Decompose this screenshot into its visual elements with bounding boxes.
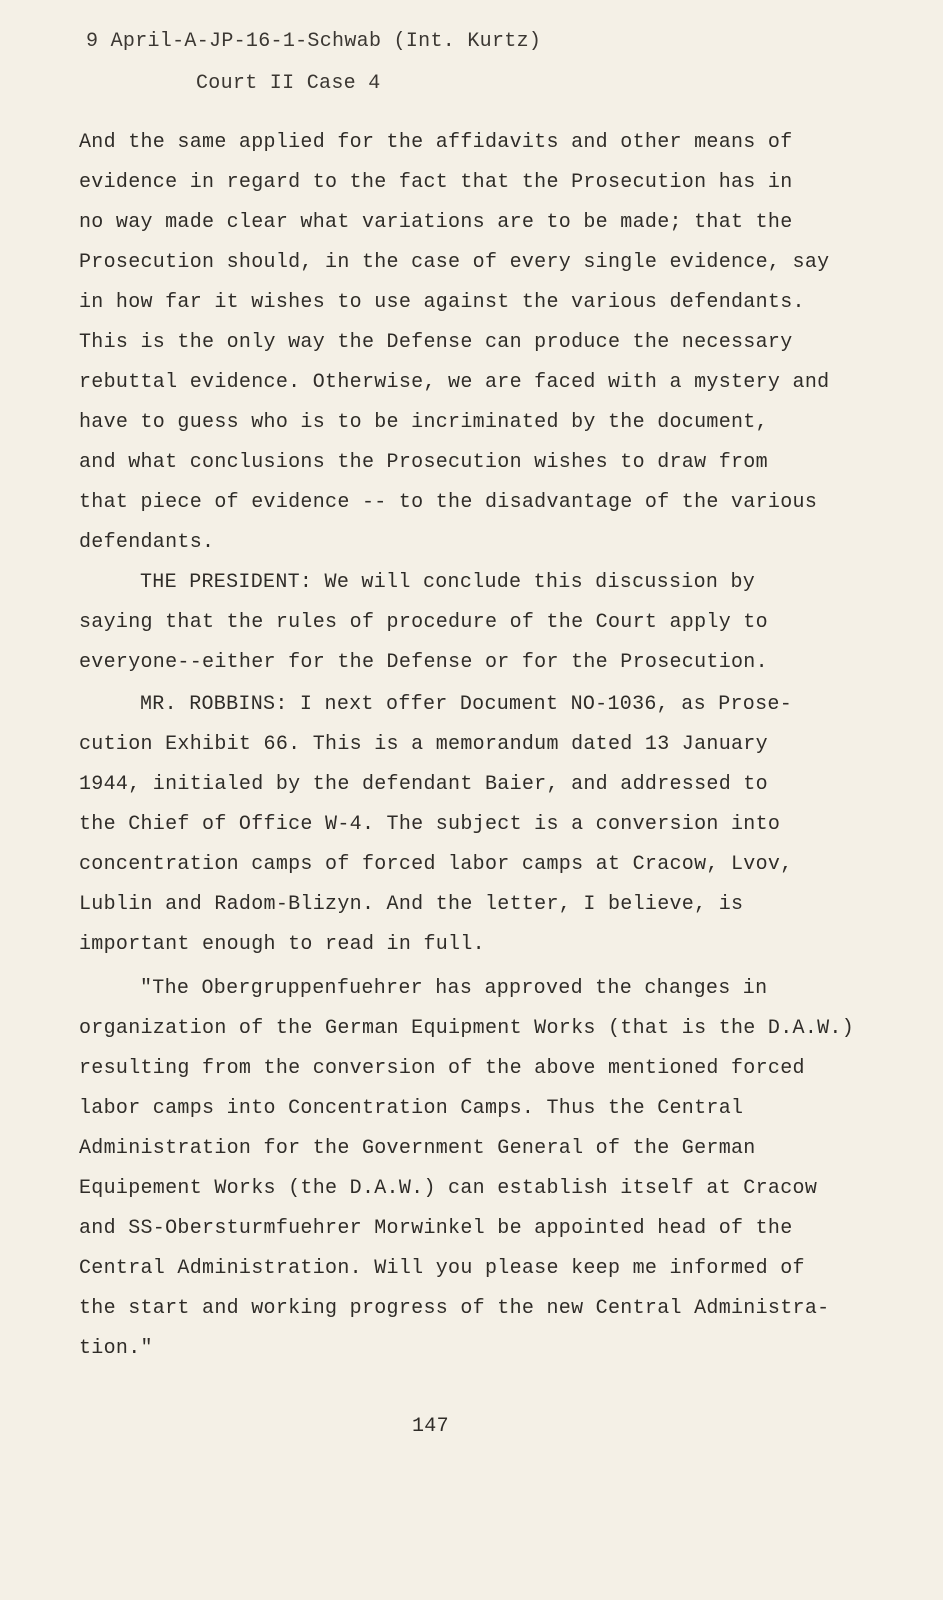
text-line: MR. ROBBINS: I next offer Document NO-1036, as Prose- — [140, 693, 793, 716]
text-line: evidence in regard to the fact that the Prosecution has in — [79, 171, 793, 194]
text-line: saying that the rules of procedure of the Court apply to — [79, 611, 768, 634]
text-line: Central Administration. Will you please keep me informed of — [79, 1257, 805, 1280]
text-line: This is the only way the Defense can produce the necessary — [79, 331, 793, 354]
text-line: have to guess who is to be incriminated by the document, — [79, 411, 768, 434]
text-line: and SS-Obersturmfuehrer Morwinkel be appointed head of the — [79, 1217, 793, 1240]
text-line: Equipement Works (the D.A.W.) can establish itself at Cracow — [79, 1177, 818, 1200]
text-line: concentration camps of forced labor camps at Cracow, Lvov, — [79, 853, 793, 876]
text-line: labor camps into Concentration Camps. Thus the Central — [79, 1097, 744, 1120]
text-line: everyone--either for the Defense or for the Prosecution. — [79, 651, 768, 674]
text-line: cution Exhibit 66. This is a memorandum dated 13 January — [79, 733, 768, 756]
text-line: organization of the German Equipment Works (that is the D.A.W.) — [79, 1017, 855, 1040]
text-line: Lublin and Radom-Blizyn. And the letter, I believe, is — [79, 893, 744, 916]
text-line: no way made clear what variations are to be made; that the — [79, 211, 793, 234]
page-number: 147 — [412, 1415, 449, 1438]
text-line: 1944, initialed by the defendant Baier, and addressed to — [79, 773, 768, 796]
text-line: the Chief of Office W-4. The subject is a conversion into — [79, 813, 781, 836]
text-line: that piece of evidence -- to the disadvantage of the various — [79, 491, 818, 514]
text-line: tion." — [79, 1337, 153, 1360]
text-line: rebuttal evidence. Otherwise, we are faced with a mystery and — [79, 371, 830, 394]
text-line: THE PRESIDENT: We will conclude this discussion by — [140, 571, 756, 594]
text-line: Prosecution should, in the case of every single evidence, say — [79, 251, 830, 274]
text-line: defendants. — [79, 531, 215, 554]
header-reference: 9 April-A-JP-16-1-Schwab (Int. Kurtz) — [86, 30, 542, 53]
text-line: Administration for the Government General of the German — [79, 1137, 756, 1160]
header-court-case: Court II Case 4 — [196, 72, 381, 95]
text-line: "The Obergruppenfuehrer has approved the changes in — [140, 977, 768, 1000]
text-line: And the same applied for the affidavits and other means of — [79, 131, 793, 154]
text-line: and what conclusions the Prosecution wishes to draw from — [79, 451, 768, 474]
text-line: in how far it wishes to use against the various defendants. — [79, 291, 805, 314]
text-line: the start and working progress of the new Central Administra- — [79, 1297, 830, 1320]
text-line: resulting from the conversion of the above mentioned forced — [79, 1057, 805, 1080]
text-line: important enough to read in full. — [79, 933, 485, 956]
